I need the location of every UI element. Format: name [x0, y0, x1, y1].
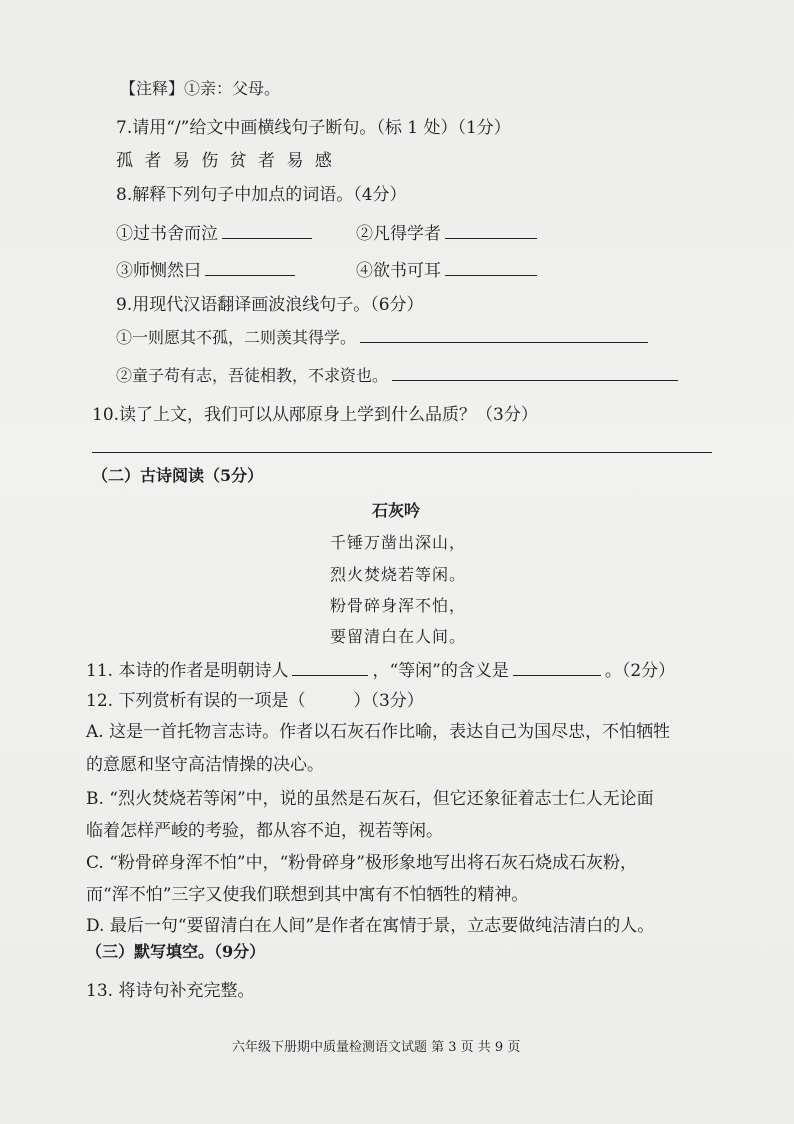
- note-annotation: 【注释】①亲：父母。: [120, 79, 281, 98]
- sentence-char: 感: [314, 151, 332, 171]
- answer-line[interactable]: [92, 452, 712, 453]
- sentence-char: 孤: [116, 151, 133, 171]
- question-13-stem: 13. 将诗句补充完整。: [86, 981, 255, 1001]
- question-8-item-2: ②凡得学者: [356, 219, 541, 244]
- question-8-item-1: ①过书舍而泣: [116, 219, 316, 244]
- section-3-heading: （三）默写填空。（9分）: [86, 942, 266, 961]
- answer-blank[interactable]: [205, 274, 295, 276]
- page-footer: 六年级下册期中质量检测语文试题 第 3 页 共 9 页: [232, 1040, 521, 1055]
- option-d: D. 最后一句“要留清白在人间”是作者在寓情于景，立志要做纯洁清白的人。: [86, 916, 655, 936]
- question-7-sentence: [116, 146, 338, 171]
- answer-blank[interactable]: [222, 237, 312, 239]
- answer-blank[interactable]: [445, 274, 537, 276]
- question-9-item-1: ①一则愿其不孤，二则羡其得学。: [116, 325, 652, 348]
- poem-line: 要留清白在人间。: [330, 627, 467, 646]
- poem-line: 千锤万凿出深山，: [330, 533, 467, 552]
- option-c: C. “粉骨碎身浑不怕”中，“粉骨碎身”极形象地写出将石灰石烧成石灰粉，: [86, 853, 637, 873]
- option-a: A. 这是一首托物言志诗。作者以石灰石作比喻，表达自己为国尽忠，不怕牺牲: [86, 722, 671, 742]
- sentence-char: 者: [144, 151, 162, 171]
- question-9-item-2: ②童子苟有志，吾徒相教，不求资也。: [116, 363, 682, 386]
- sentence-char: 伤: [201, 151, 219, 171]
- question-8-item-3: ③师恻然曰: [116, 256, 299, 281]
- answer-blank[interactable]: [392, 379, 678, 381]
- question-9-stem: 9.用现代汉语翻译画波浪线句子。（6分）: [116, 295, 424, 315]
- sentence-char: 易: [286, 151, 304, 171]
- answer-blank[interactable]: [445, 237, 537, 239]
- section-2-heading: （二）古诗阅读（5分）: [92, 466, 264, 485]
- sentence-char: 者: [258, 151, 276, 171]
- poem-line: 粉骨碎身浑不怕，: [330, 596, 467, 615]
- sentence-char: 易: [172, 151, 190, 171]
- question-11: 11. 本诗的作者是明朝诗人 ，“等闲”的含义是 。（2分）: [86, 661, 676, 681]
- answer-blank[interactable]: [292, 674, 368, 676]
- question-12-stem: 12. 下列赏析有误的一项是（ ）（3分）: [86, 691, 424, 711]
- option-a-continued: 的意愿和坚守高洁情操的决心。: [86, 755, 324, 775]
- answer-blank[interactable]: [360, 341, 648, 343]
- question-8-stem: 8.解释下列句子中加点的词语。（4分）: [116, 185, 407, 205]
- sentence-char: 贫: [229, 151, 247, 171]
- answer-blank[interactable]: [513, 674, 601, 676]
- poem-line: 烈火焚烧若等闲。: [330, 565, 467, 584]
- question-7-stem: 7.请用“/”给文中画横线句子断句。（标 1 处）（1分）: [116, 118, 511, 138]
- option-c-continued: 而“浑不怕”三字又使我们联想到其中寓有不怕牺牲的精神。: [86, 885, 529, 905]
- question-8-item-4: ④欲书可耳: [356, 256, 541, 281]
- question-10-stem: 10.读了上文，我们可以从邴原身上学到什么品质？（3分）: [92, 405, 538, 425]
- option-b: B. “烈火焚烧若等闲”中，说的虽然是石灰石，但它还象征着志士仁人无论面: [86, 789, 654, 809]
- option-b-continued: 临着怎样严峻的考验，都从容不迫，视若等闲。: [86, 821, 443, 841]
- poem-title: 石灰吟: [372, 501, 421, 520]
